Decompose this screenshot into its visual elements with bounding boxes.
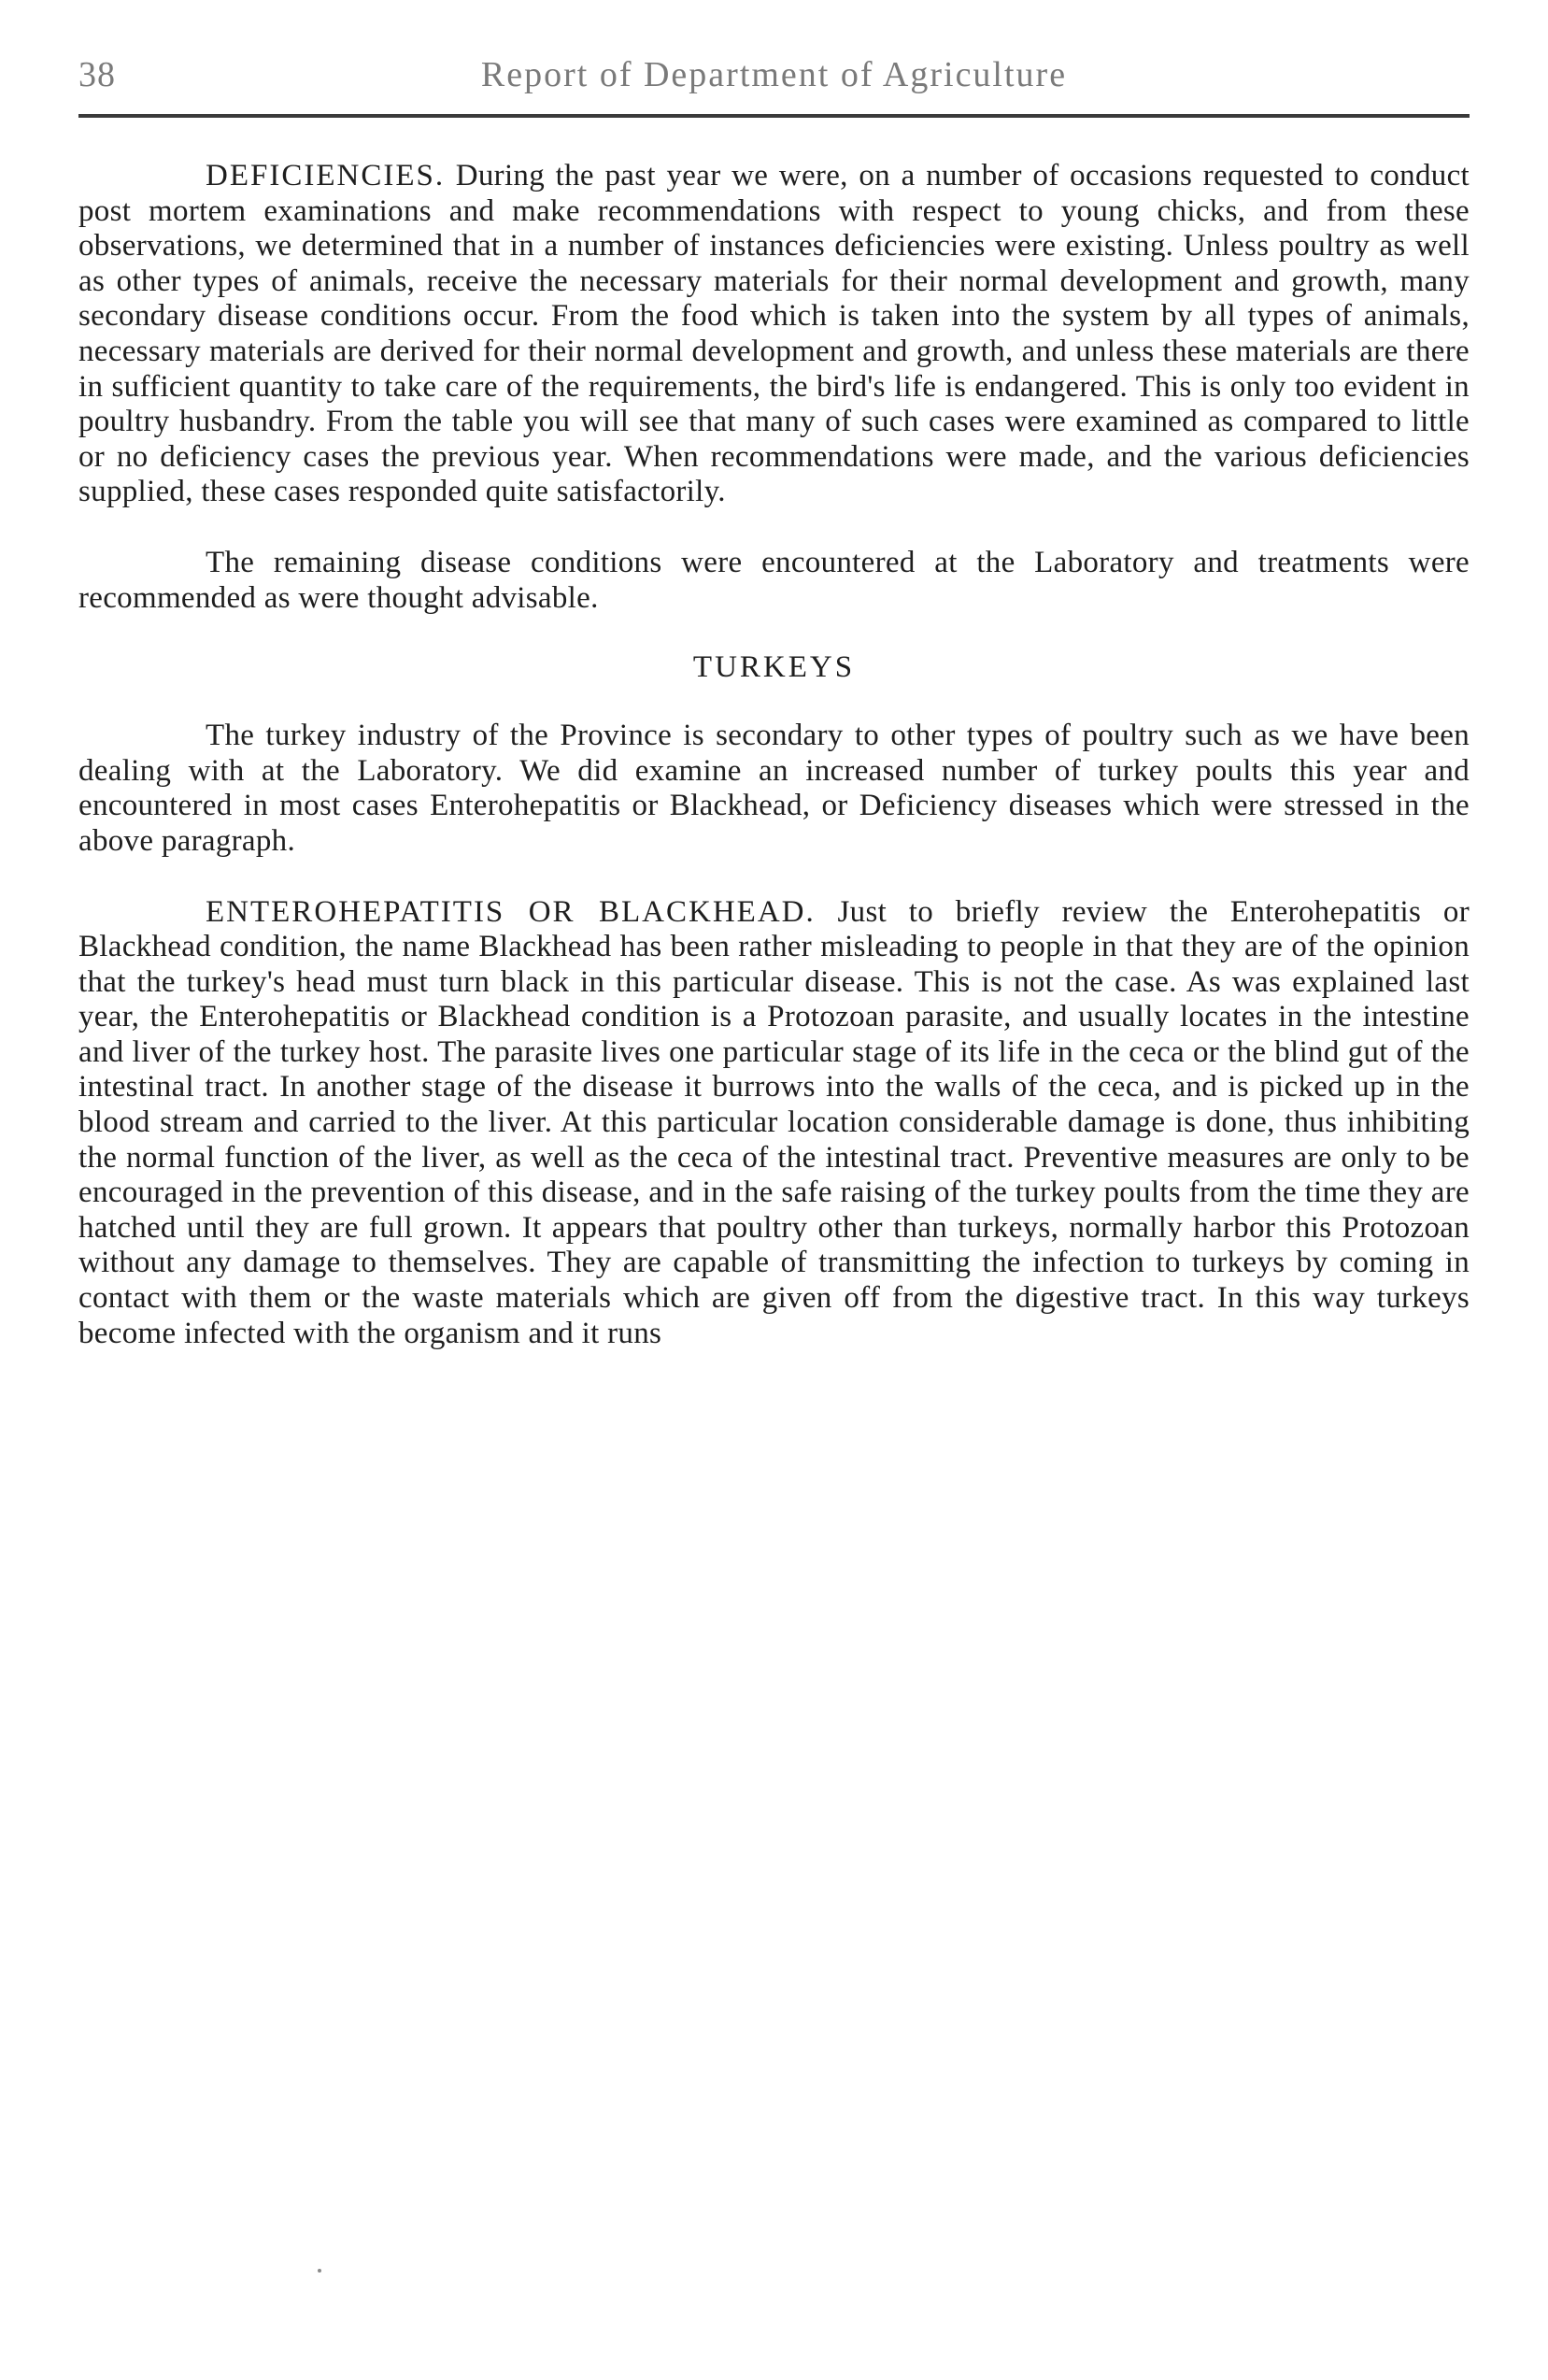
- paragraph-lead: ENTEROHEPATITIS OR BLACKHEAD.: [206, 894, 816, 929]
- paragraph-text: Just to briefly review the Enterohepatitis or Blackhead condition, the name Blackhead has been rather misleading to people in that they are of the opinion that the turkey's head must turn black in this particular disease. This is not the case. As was explained last year, the Enterohepatitis or Blackhead condition is a Protozoan parasite, and usually locates in the intestine and liver of the turkey host. The parasite lives one particular stage of its life in the ceca or the blind gut of the intestinal tract. In another stage of the disease it burrows into the walls of the ceca, and is picked up in the blood stream and carried to the liver. At this particular location considerable damage is done, thus inhibiting the normal function of the liver, as well as the ceca of the intestinal tract. Preventive measures are only to be encouraged in the prevention of this disease, and in the safe raising of the turkey poults from the time they are hatched until they are full grown. It appears that poultry other than turkeys, normally harbor this Protozoan without any damage to themselves. They are capable of transmitting the infection to turkeys by coming in contact with them or the waste materials which are given off from the digestive tract. In this way turkeys become infected with the organism and it runs: [78, 894, 1470, 1350]
- section-heading-turkeys: TURKEYS: [692, 650, 856, 685]
- body-text: [78, 159, 1470, 1351]
- page-header: [78, 54, 1470, 112]
- paragraph-text: During the past year we were, on a number of occasions requested to conduct post mortem examinations and make recommendations with respect to young chicks, and from these observations, we determined that in a number of instances deficiencies were existing. Unless poultry as well as other types of animals, receive the necessary materials for their normal development and growth, many secondary disease conditions occur. From the food which is taken into the system by all types of animals, necessary materials are derived for their normal development and growth, and unless these materials are there in sufficient quantity to take care of the requirements, the bird's life is endangered. This is only too evident in poultry husbandry. From the table you will see that many of such cases were examined as compared to little or no deficiency cases the previous year. When recommendations were made, and the various deficiencies supplied, these cases responded quite satisfactorily.: [78, 159, 1470, 509]
- paragraph-remaining: The remaining disease conditions were encountered at the Laboratory and treatments were recommended as were thought advisable.: [78, 545, 1470, 615]
- paragraph-deficiencies: [78, 159, 1470, 510]
- paragraph-turkeys: The turkey industry of the Province is secondary to other types of poultry such as we have been dealing with at the Laboratory. We did examine an increased number of turkey poults this year and encountered in most cases Enterohepatitis or Blackhead, or Deficiency diseases which were stressed in the above paragraph.: [78, 719, 1470, 858]
- header-rule: [78, 114, 1470, 118]
- page-number: 38: [78, 55, 116, 94]
- running-head: Report of Department of Agriculture: [480, 55, 1068, 94]
- stray-ink-mark: [318, 2269, 321, 2273]
- paragraph-lead: DEFICIENCIES.: [206, 159, 446, 192]
- paragraph-enterohepatitis: [78, 895, 1470, 1352]
